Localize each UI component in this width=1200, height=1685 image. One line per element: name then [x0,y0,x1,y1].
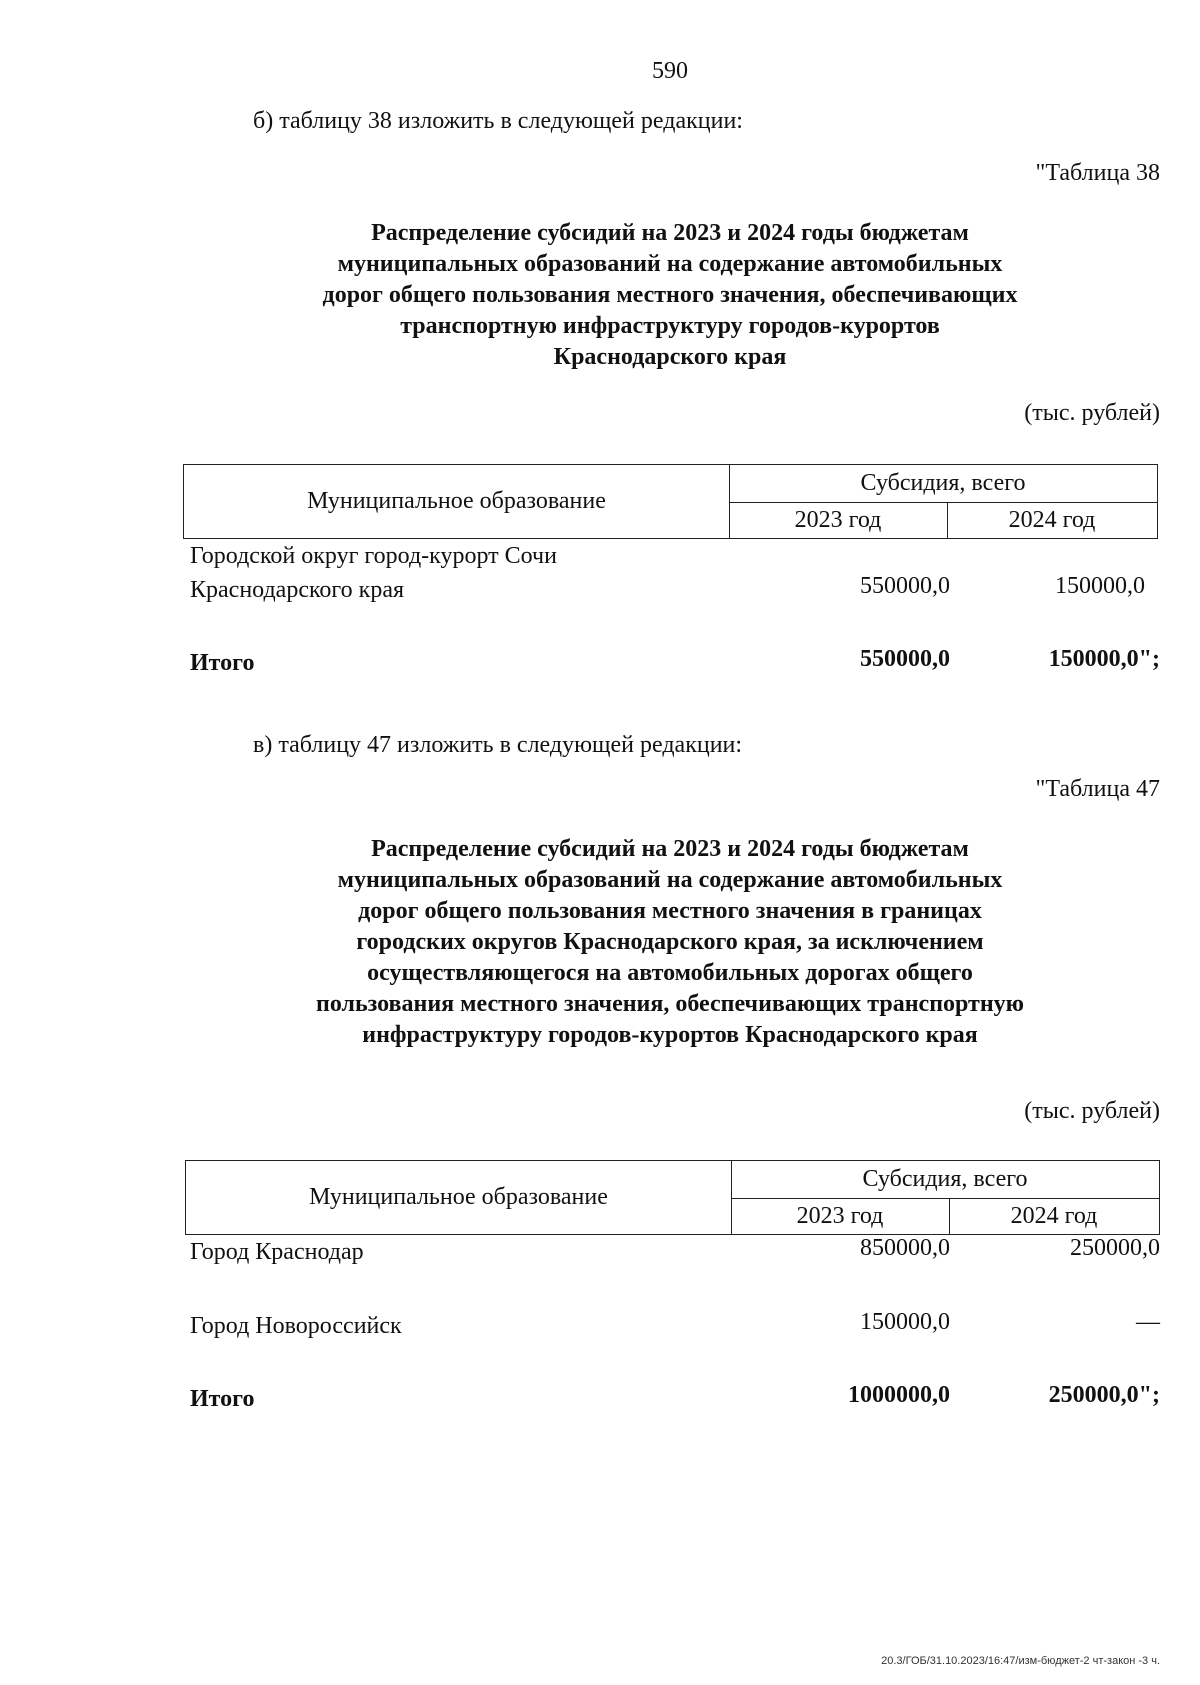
table-47-row-2024: — [1136,1309,1160,1335]
header-municipality: Муниципальное образование [186,1161,732,1234]
title-line: дорог общего пользования местного значения, обеспечивающих [322,282,1018,308]
table-47-title [175,834,1165,1051]
table-38-label: "Таблица 38 [1035,160,1160,186]
table-47-total-2024: 250000,0"; [1048,1382,1160,1408]
table-47-header [185,1160,1160,1235]
title-line: пользования местного значения, обеспечивающих транспортную [315,991,1025,1017]
table-38-total-2024: 150000,0"; [1048,646,1160,672]
title-line: инфраструктуру городов-курортов Краснодарского края [362,1022,978,1048]
table-38-header [183,464,1158,539]
table-47-unit: (тыс. рублей) [1024,1098,1160,1124]
table-38-row-2023: 550000,0 [860,573,950,599]
table-47-label: "Таблица 47 [1035,776,1160,802]
table-47-row-2024: 250000,0 [1070,1235,1160,1261]
title-line: Распределение субсидий на 2023 и 2024 годы бюджетам [371,836,969,862]
title-line: осуществляющегося на автомобильных дорогах общего [367,960,973,986]
title-line: муниципальных образований на содержание автомобильных [337,251,1003,277]
table-38-row-2024: 150000,0 [1055,573,1145,599]
row-name-line: Краснодарского края [190,577,405,603]
title-line: транспортную инфраструктуру городов-курортов [400,313,940,339]
table-38-unit: (тыс. рублей) [1024,400,1160,426]
table-38-total-2023: 550000,0 [860,646,950,672]
table-47-total-label: Итого [190,1386,255,1412]
table-47-total-2023: 1000000,0 [848,1382,950,1408]
row-name-line: Городской округ город-курорт Сочи [190,543,557,569]
table-38-title [175,218,1165,373]
header-year-2024: 2024 год [1008,506,1096,533]
title-line: Краснодарского края [553,344,787,370]
header-year-2023: 2023 год [729,502,948,538]
table-47-row-name: Город Новороссийск [190,1313,402,1339]
header-subsidy-total: Субсидия, всего [729,465,1157,503]
title-line: городских округов Краснодарского края, за исключением [356,929,984,955]
header-year-2023: 2023 год [731,1198,950,1234]
section-c-intro: в) таблицу 47 изложить в следующей редакции: [253,732,743,758]
header-subsidy-total: Субсидия, всего [731,1161,1159,1199]
table-38-total-label: Итого [190,650,255,676]
header-year-2024: 2024 год [1010,1202,1098,1229]
table-47-row-2023: 150000,0 [860,1309,950,1335]
table-47-row-name: Город Краснодар [190,1239,364,1265]
header-municipality: Муниципальное образование [184,465,730,538]
section-b-intro: б) таблицу 38 изложить в следующей редакции: [253,108,743,134]
page-number: 590 [652,58,688,84]
title-line: муниципальных образований на содержание автомобильных [337,867,1003,893]
title-line: Распределение субсидий на 2023 и 2024 годы бюджетам [371,220,969,246]
table-47-row-2023: 850000,0 [860,1235,950,1261]
document-footer: 20.3/ГОБ/31.10.2023/16:47/изм-бюджет-2 чт-закон -3 ч. [881,1655,1160,1667]
table-38-row-name [190,539,557,607]
title-line: дорог общего пользования местного значения в границах [358,898,982,924]
